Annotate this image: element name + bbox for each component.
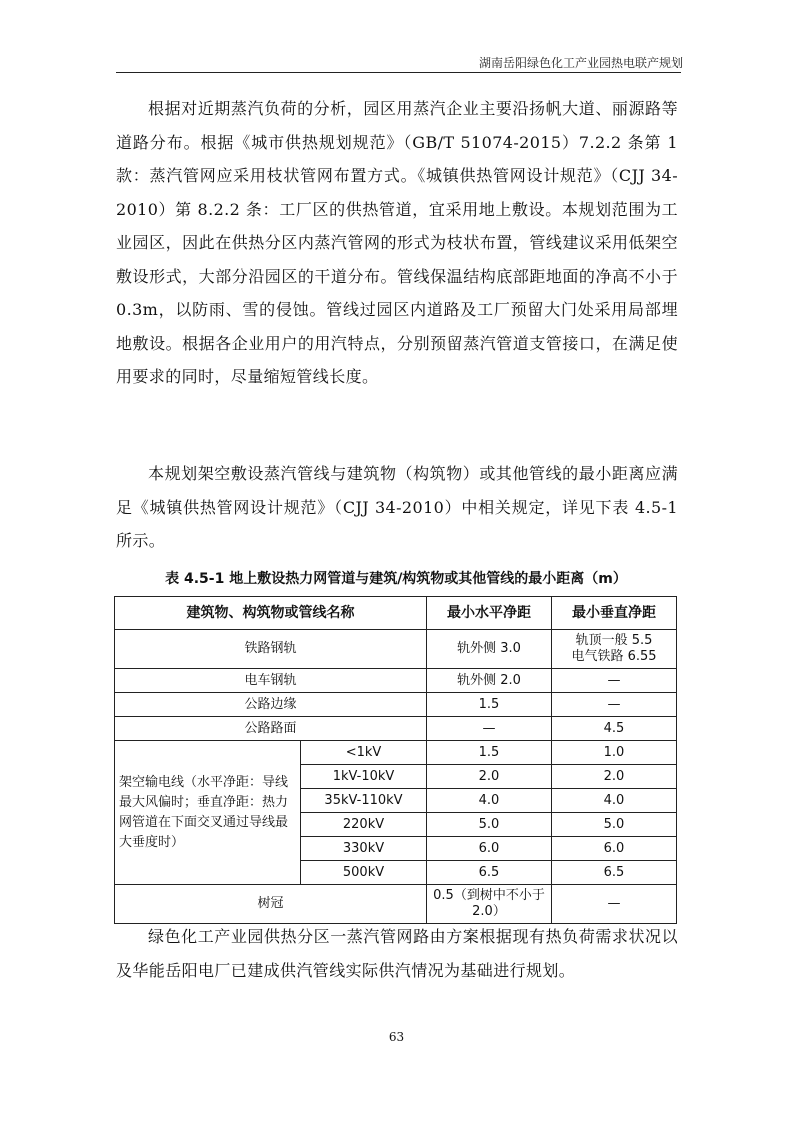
voltage-cell: 500kV <box>301 861 427 885</box>
power-line-name: 架空输电线（水平净距：导线最大风偏时；垂直净距：热力网管道在下面交叉通过导线最大垂度时） <box>115 741 301 885</box>
row-name: 电车钢轨 <box>115 669 427 693</box>
row-vertical-line1: 轨顶一般 5.5 <box>575 633 653 648</box>
row-vertical: 6.5 <box>552 861 677 885</box>
row-horizontal: 轨外侧 2.0 <box>427 669 552 693</box>
paragraph-route-plan: 绿色化工产业园供热分区一蒸汽管网路由方案根据现有热负荷需求状况以及华能岳阳电厂已建成供汽管线实际供汽情况为基础进行规划。 <box>116 927 678 980</box>
header-divider <box>116 72 681 73</box>
row-vertical-line2: 电气铁路 6.55 <box>571 649 657 664</box>
row-horizontal: 轨外侧 3.0 <box>427 630 552 669</box>
voltage-cell: 220kV <box>301 813 427 837</box>
table-caption: 表 4.5-1 地上敷设热力网管道与建筑/构筑物或其他管线的最小距离（m） <box>165 571 627 587</box>
page-number: 63 <box>388 1030 405 1044</box>
row-horizontal: 2.0 <box>427 765 552 789</box>
row-horizontal: 5.0 <box>427 813 552 837</box>
table-row <box>115 693 677 717</box>
row-name: 公路边缘 <box>115 693 427 717</box>
row-vertical: 6.0 <box>552 837 677 861</box>
row-horizontal: 6.0 <box>427 837 552 861</box>
row-vertical: — <box>552 693 677 717</box>
row-horizontal: — <box>427 717 552 741</box>
row-name: 公路路面 <box>115 717 427 741</box>
row-vertical: — <box>552 885 677 924</box>
running-header: 湖南岳阳绿色化工产业园热电联产规划 <box>478 56 683 70</box>
voltage-cell: <1kV <box>301 741 427 765</box>
table-row <box>115 741 677 765</box>
min-distance-table <box>114 596 677 924</box>
table-row <box>115 669 677 693</box>
row-horizontal: 1.5 <box>427 693 552 717</box>
voltage-cell: 1kV-10kV <box>301 765 427 789</box>
table-row <box>115 885 677 924</box>
header-name: 建筑物、构筑物或管线名称 <box>115 597 427 630</box>
header-vertical: 最小垂直净距 <box>552 597 677 630</box>
table-header-row <box>115 597 677 630</box>
row-horizontal: 1.5 <box>427 741 552 765</box>
row-vertical: 4.5 <box>552 717 677 741</box>
row-name: 树冠 <box>115 885 427 924</box>
voltage-cell: 330kV <box>301 837 427 861</box>
table-row <box>115 630 677 669</box>
paragraph-steam-network-layout: 根据对近期蒸汽负荷的分析，园区用蒸汽企业主要沿扬帆大道、丽源路等道路分布。根据《城市供热规划规范》（GB/T 51074-2015）7.2.2 条第 1 款：蒸汽管网应采用枝状管网布置方式。《城镇供热管网设计规范》（CJJ 34-2010）第 8.2.2 条：工厂区的供热管道，宜采用地上敷设。本规划范围为工业园区，因此在供热分区内蒸汽管网的形式为枝状布置，管线建议采用低架空敷设形式，大部分沿园区的干道分布。管线保温结构底部距地面的净高不小于 0.3m，以防雨、雪的侵蚀。管线过园区内道路及工厂预留大门处采用局部埋地敷设。根据各企业用户的用汽特点，分别预留蒸汽管道支管接口，在满足使用要求的同时，尽量缩短管线长度。 <box>116 99 678 386</box>
row-vertical: 1.0 <box>552 741 677 765</box>
row-vertical: 4.0 <box>552 789 677 813</box>
table-row <box>115 717 677 741</box>
row-vertical: — <box>552 669 677 693</box>
row-horizontal: 0.5（到树中不小于 2.0） <box>427 885 552 924</box>
row-vertical: 5.0 <box>552 813 677 837</box>
row-horizontal: 4.0 <box>427 789 552 813</box>
row-horizontal: 6.5 <box>427 861 552 885</box>
paragraph-min-distance-requirement: 本规划架空敷设蒸汽管线与建筑物（构筑物）或其他管线的最小距离应满足《城镇供热管网设计规范》（CJJ 34-2010）中相关规定，详见下表 4.5-1 所示。 <box>116 464 678 550</box>
row-name: 铁路钢轨 <box>115 630 427 669</box>
row-vertical: 2.0 <box>552 765 677 789</box>
header-horizontal: 最小水平净距 <box>427 597 552 630</box>
voltage-cell: 35kV-110kV <box>301 789 427 813</box>
row-vertical <box>552 630 677 669</box>
